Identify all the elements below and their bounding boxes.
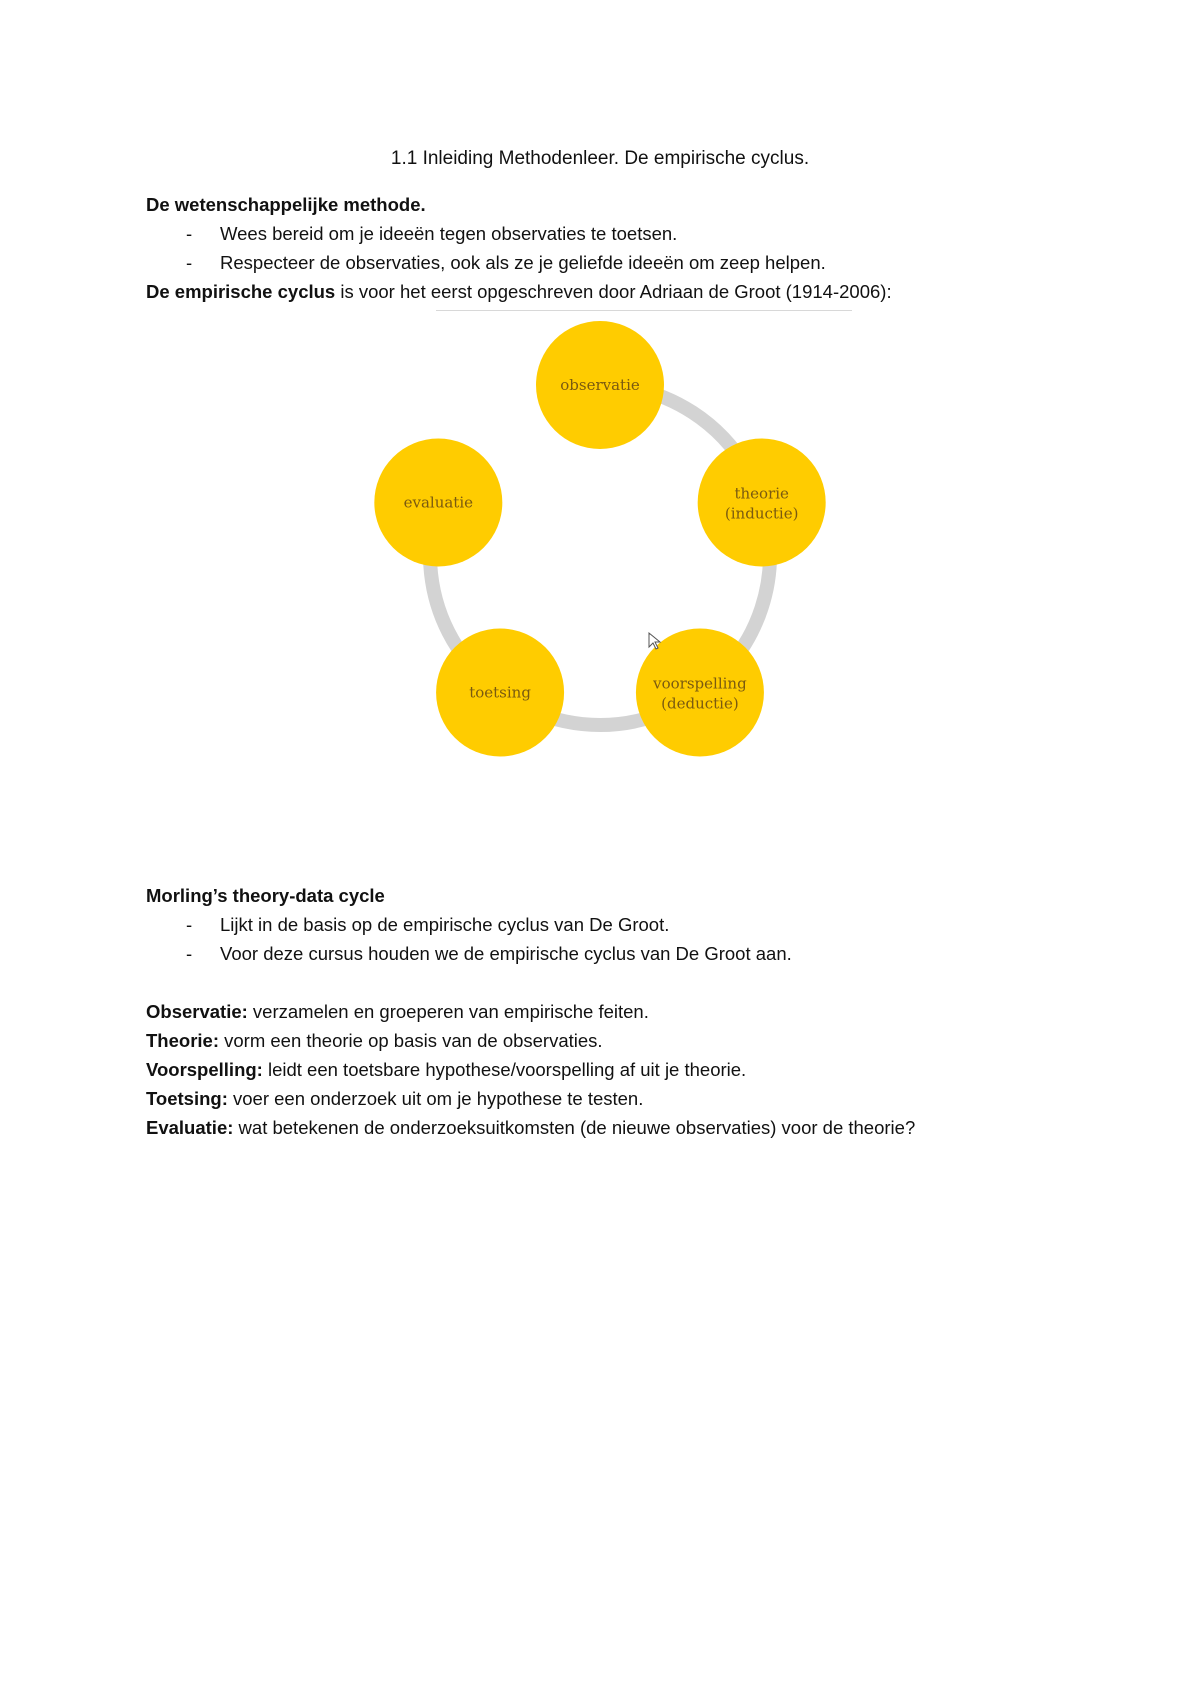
bullet-item: Respecteer de observaties, ook als ze je geliefde ideeën om zeep helpen. (220, 252, 826, 273)
definition-evaluatie (146, 1117, 915, 1139)
page-title: 1.1 Inleiding Methodenleer. De empirische cyclus. (390, 148, 810, 169)
definition-text: vorm een theorie op basis van de observaties. (218, 1030, 603, 1051)
definition-term: Voorspelling: (146, 1059, 263, 1080)
bullet-marker: - (186, 914, 193, 935)
intro-paragraph (146, 281, 892, 303)
cycle-node-label: voorspelling (653, 674, 747, 693)
definition-theorie (146, 1030, 603, 1052)
definition-voorspelling (146, 1059, 746, 1081)
cycle-node-label: evaluatie (403, 493, 474, 512)
cycle-node (536, 321, 664, 449)
intro-bold: De empirische cyclus (146, 281, 336, 302)
intro-rest: is voor het eerst opgeschreven door Adriaan de Groot (1914-2006): (335, 281, 892, 302)
bullet-marker: - (186, 252, 193, 273)
definition-text: verzamelen en groeperen van empirische feiten. (247, 1001, 649, 1022)
cycle-node-sublabel: (inductie) (724, 504, 799, 523)
cycle-node (698, 438, 826, 566)
cycle-node-label: observatie (560, 376, 640, 394)
definition-term: Observatie: (146, 1001, 248, 1022)
bullet-marker: - (186, 223, 193, 244)
bullet-item: Lijkt in de basis op de empirische cyclus van De Groot. (220, 914, 670, 935)
definition-term: Evaluatie: (146, 1117, 234, 1138)
section-heading-methode: De wetenschappelijke methode. (146, 194, 426, 215)
cycle-node-sublabel: (deductie) (661, 694, 739, 713)
empirical-cycle-diagram (370, 320, 830, 760)
definition-term: Theorie: (146, 1030, 219, 1051)
definition-observatie (146, 1001, 649, 1023)
cycle-node-label: toetsing (469, 683, 531, 702)
bullet-marker: - (186, 943, 193, 964)
cycle-node (374, 438, 502, 566)
cycle-node (436, 629, 564, 757)
definition-term: Toetsing: (146, 1088, 228, 1109)
cycle-nodes (374, 321, 825, 757)
bullet-item: Wees bereid om je ideeën tegen observaties te toetsen. (220, 223, 678, 244)
definition-text: wat betekenen de onderzoeksuitkomsten (de nieuwe observaties) voor de theorie? (233, 1117, 916, 1138)
bullet-item: Voor deze cursus houden we de empirische cyclus van De Groot aan. (220, 943, 792, 964)
definition-text: leidt een toetsbare hypothese/voorspelling af uit je theorie. (262, 1059, 747, 1080)
cycle-node-label: theorie (734, 484, 789, 503)
definition-toetsing (146, 1088, 643, 1110)
divider (436, 310, 852, 311)
section-heading-morling: Morling’s theory-data cycle (146, 885, 385, 906)
definition-text: voer een onderzoek uit om je hypothese te testen. (227, 1088, 644, 1109)
